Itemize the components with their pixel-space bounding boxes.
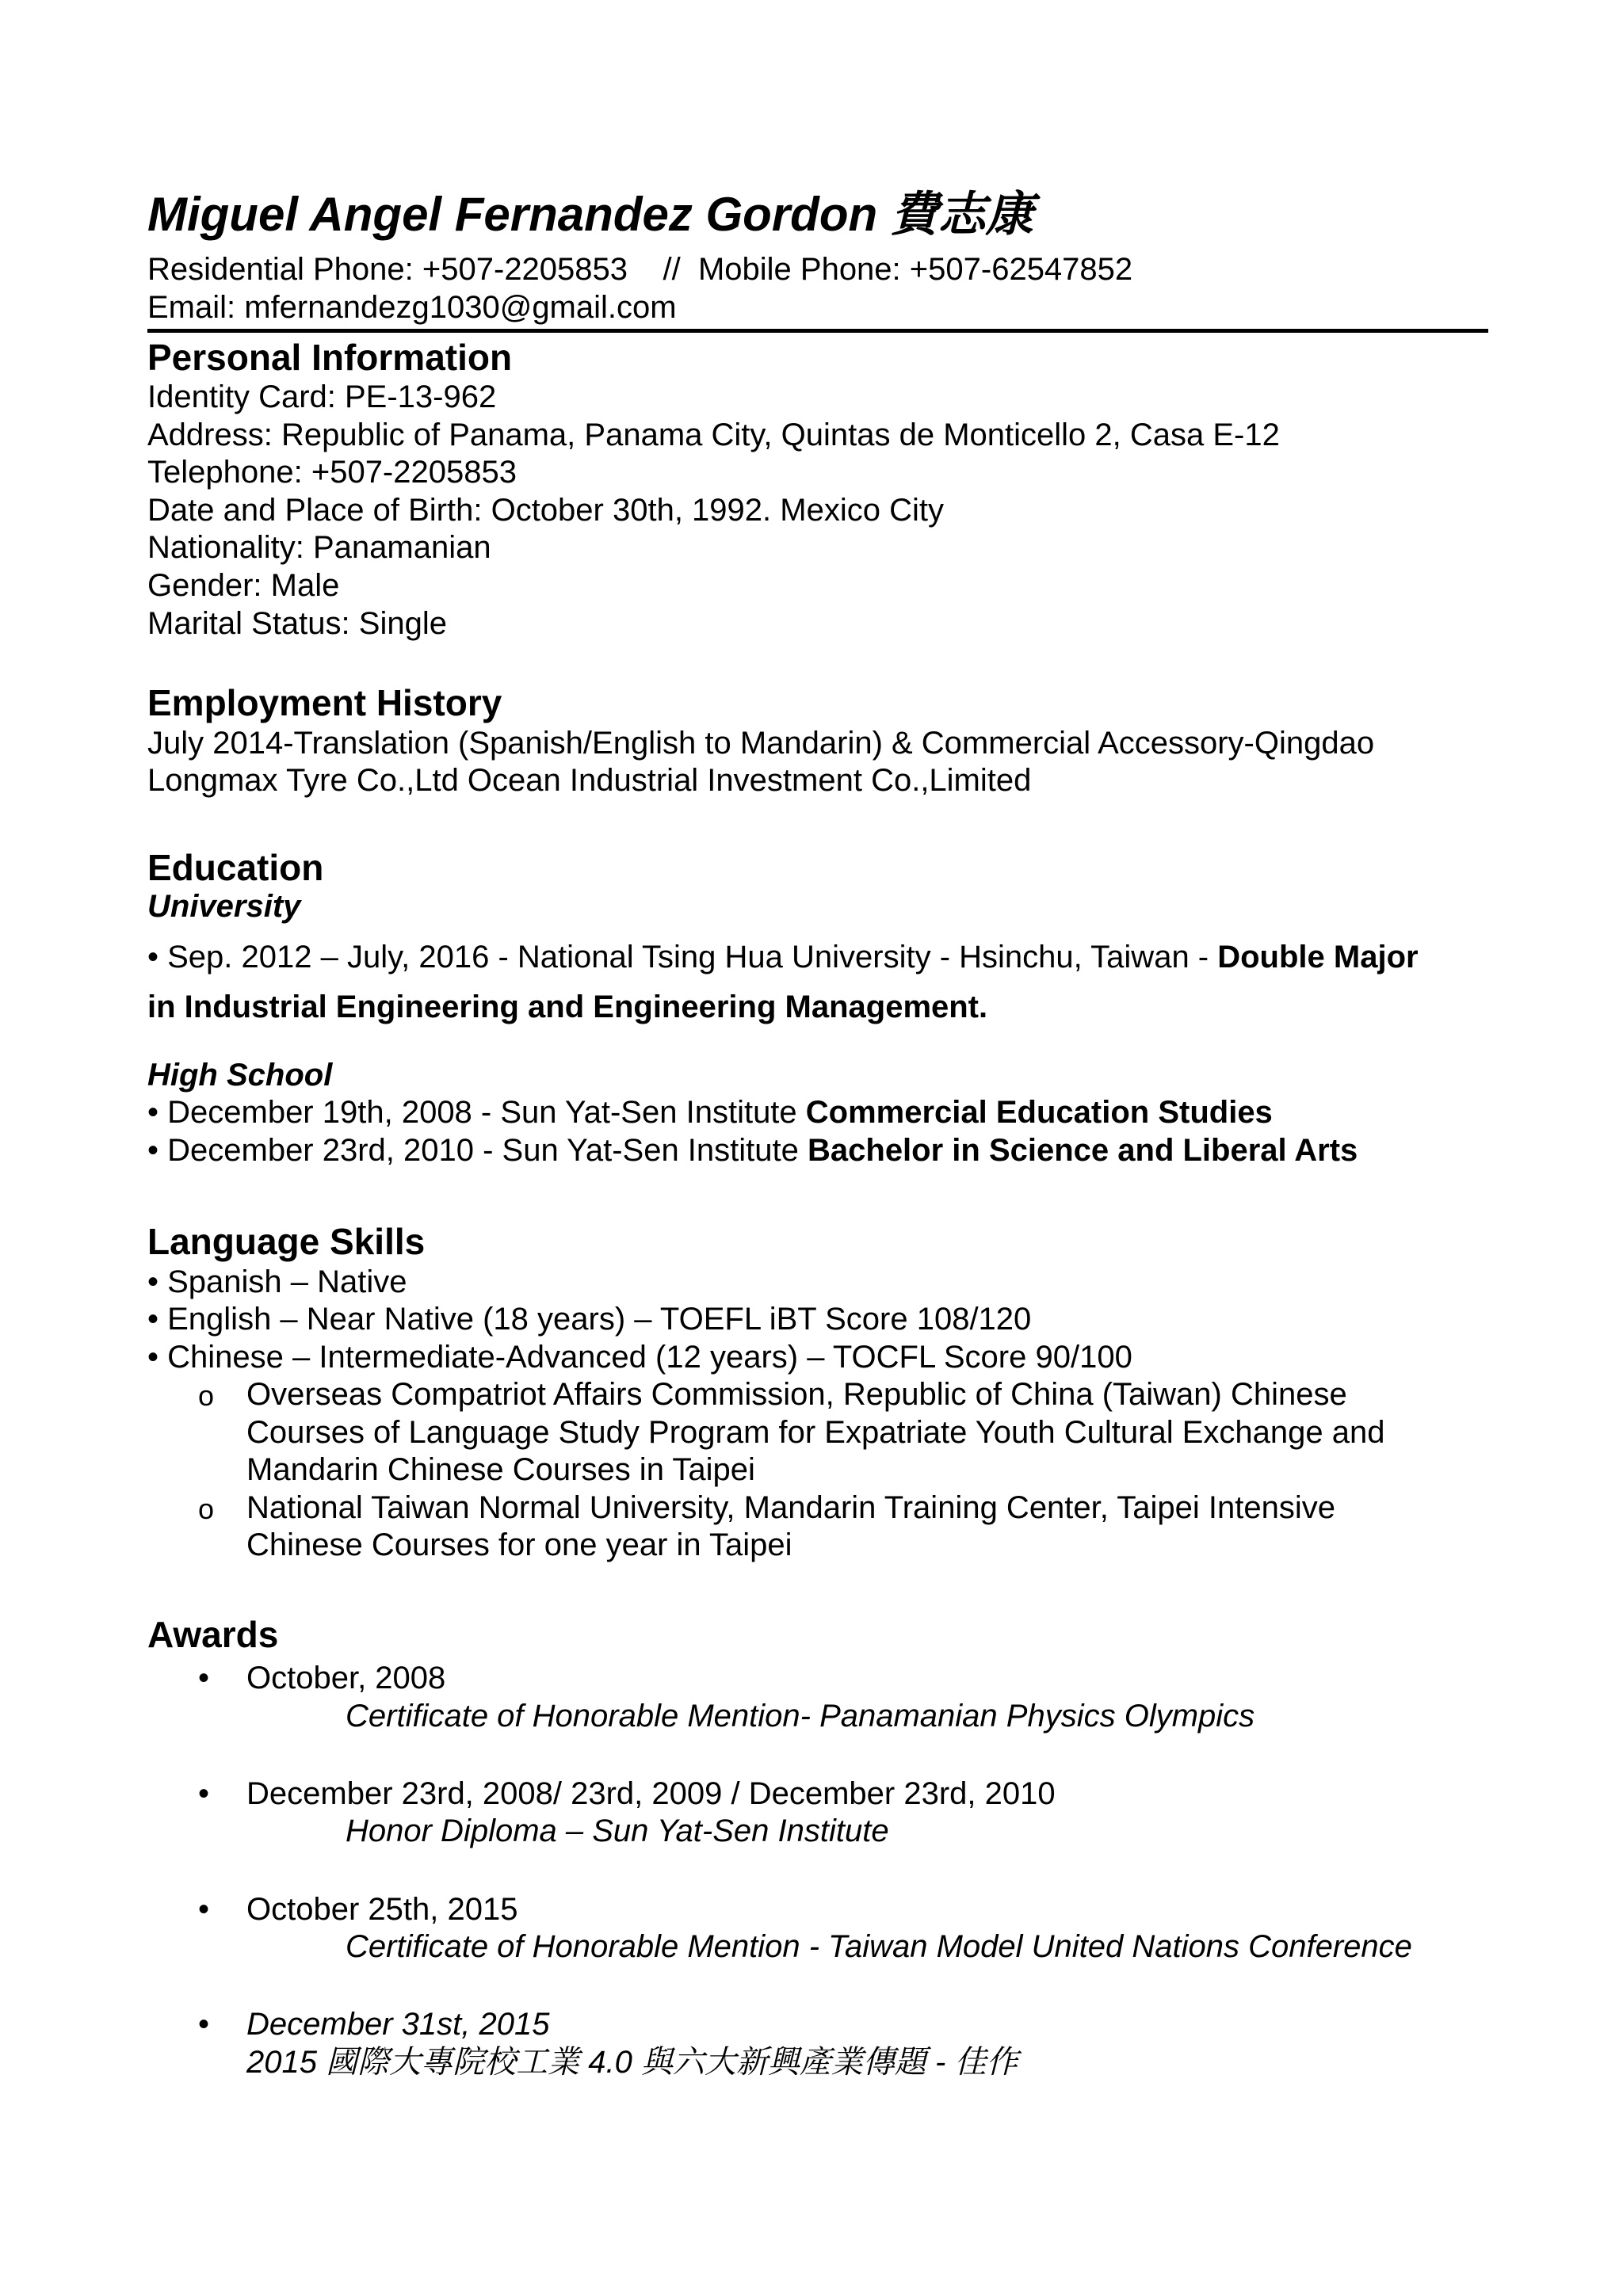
highschool-label: High School [147,1058,333,1093]
personal-line: Address: Republic of Panama, Panama City, Quintas de Monticello 2, Casa E-12 [147,418,1280,452]
section-title-awards: Awards [147,1614,279,1655]
section-title-personal: Personal Information [147,337,513,378]
language-item: • Chinese – Intermediate-Advanced (12 years) – TOCFL Score 90/100 [147,1340,1132,1375]
award-detail: Honor Diploma – Sun Yat-Sen Institute [346,1814,889,1848]
candidate-name: Miguel Angel Fernandez Gordon 費志康 [147,188,1033,241]
highschool-entry-text: • December 19th, 2008 - Sun Yat-Sen Institute [147,1095,806,1130]
award-detail: 2015 國際大專院校工業 4.0 與六大新興產業傳題 - 佳作 [246,2045,1018,2080]
email-address: Email: mfernandezg1030@gmail.com [147,290,677,325]
bullet-icon: • [198,2007,210,2042]
personal-line: Date and Place of Birth: October 30th, 1992. Mexico City [147,493,944,528]
award-date: December 23rd, 2008/ 23rd, 2009 / December 23rd, 2010 [246,1776,1056,1811]
highschool-degree: Bachelor in Science and Liberal Arts [808,1133,1358,1168]
language-subitem-line: Courses of Language Study Program for Expatriate Youth Cultural Exchange and [246,1415,1385,1450]
highschool-degree: Commercial Education Studies [805,1095,1273,1130]
award-date: October 25th, 2015 [246,1892,518,1927]
header-divider [147,329,1488,333]
personal-line: Nationality: Panamanian [147,530,491,565]
section-title-employment: Employment History [147,682,502,723]
phone-numbers: Residential Phone: +507-2205853 // Mobile Phone: +507-62547852 [147,252,1133,287]
university-degree-continued: in Industrial Engineering and Engineering Management. [147,990,988,1024]
award-detail: Certificate of Honorable Mention- Panamanian Physics Olympics [346,1699,1255,1733]
bullet-icon: • [198,1661,210,1695]
personal-line: Telephone: +507-2205853 [147,455,517,490]
sub-bullet-icon: o [198,1493,215,1525]
language-subitem-line: Overseas Compatriot Affairs Commission, Republic of China (Taiwan) Chinese [246,1377,1347,1412]
sub-bullet-icon: o [198,1379,215,1412]
language-subitem-line: Chinese Courses for one year in Taipei [246,1527,792,1562]
highschool-entry-text: • December 23rd, 2010 - Sun Yat-Sen Institute [147,1133,808,1168]
university-entry [147,938,1419,976]
language-subitem-line: National Taiwan Normal University, Mandarin Training Center, Taipei Intensive [246,1490,1336,1525]
university-degree: Double Major [1217,940,1419,974]
language-item: • Spanish – Native [147,1264,407,1299]
personal-line: Identity Card: PE-13-962 [147,379,497,414]
award-detail: Certificate of Honorable Mention - Taiwan Model United Nations Conference [346,1929,1412,1964]
award-date: October, 2008 [246,1661,446,1695]
bullet-icon: • [198,1892,210,1927]
language-item: • English – Near Native (18 years) – TOEFL iBT Score 108/120 [147,1302,1032,1337]
section-title-languages: Language Skills [147,1221,426,1262]
university-entry-text: • Sep. 2012 – July, 2016 - National Tsing Hua University - Hsinchu, Taiwan - [147,940,1218,974]
bullet-icon: • [198,1776,210,1811]
employment-line: July 2014-Translation (Spanish/English to Mandarin) & Commercial Accessory-Qingdao [147,726,1375,761]
section-title-education: Education [147,847,324,888]
personal-line: Marital Status: Single [147,606,447,641]
employment-line: Longmax Tyre Co.,Ltd Ocean Industrial Investment Co.,Limited [147,763,1032,798]
award-date: December 31st, 2015 [246,2007,550,2042]
personal-line: Gender: Male [147,568,340,603]
highschool-entry [147,1093,1273,1131]
university-label: University [147,889,301,924]
language-subitem-line: Mandarin Chinese Courses in Taipei [246,1452,755,1487]
highschool-entry [147,1131,1358,1169]
